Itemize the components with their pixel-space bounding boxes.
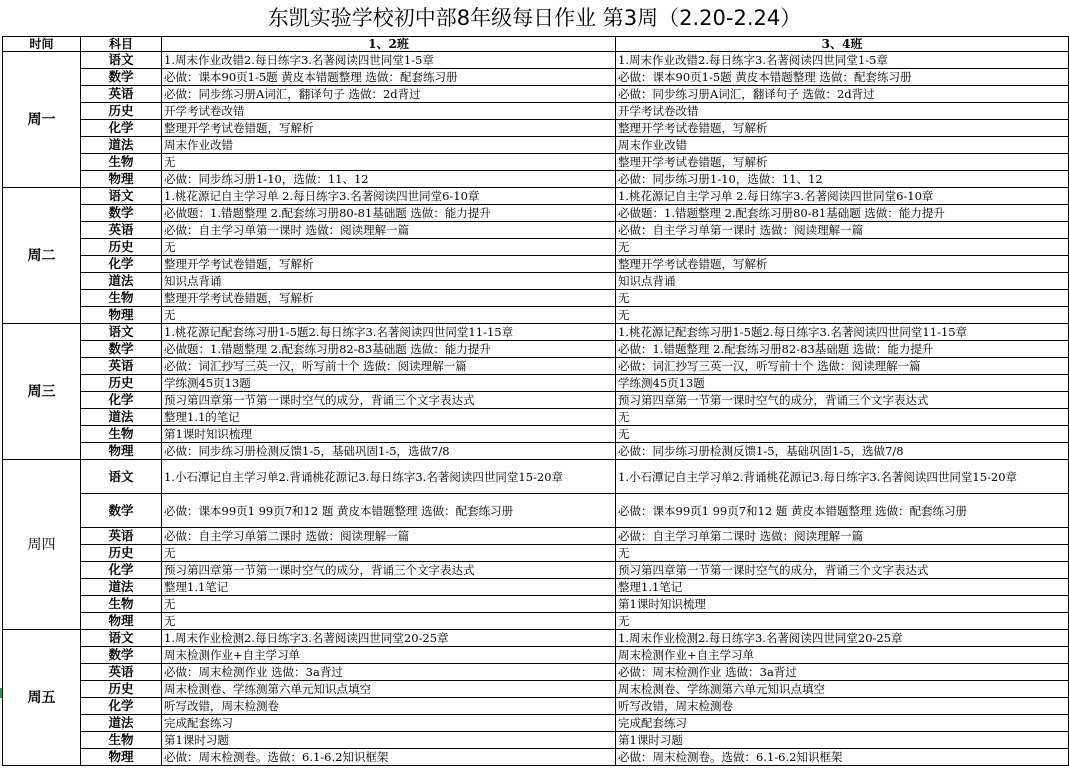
homework-cell-class-1-2: 必做：周末检测卷。选做：6.1-6.2知识框架 bbox=[162, 749, 616, 766]
homework-cell-class-1-2: 预习第四章第一节第一课时空气的成分，背诵三个文字表达式 bbox=[162, 392, 616, 409]
homework-cell-class-3-4: 1.桃花源记配套练习册1-5题2.每日练字3.名著阅读四世同堂11-15章 bbox=[616, 324, 1069, 341]
homework-cell-class-3-4: 必做：课本90页1-5题 黄皮本错题整理 选做：配套练习册 bbox=[616, 69, 1069, 86]
homework-cell-class-1-2: 无 bbox=[162, 154, 616, 171]
subject-cell: 化学 bbox=[81, 392, 162, 409]
homework-cell-class-3-4: 完成配套练习 bbox=[616, 715, 1069, 732]
header-subject: 科目 bbox=[81, 37, 162, 52]
homework-cell-class-3-4: 必做：周末检测作业 选做：3a背过 bbox=[616, 664, 1069, 681]
subject-cell: 英语 bbox=[81, 528, 162, 545]
homework-cell-class-3-4: 1.小石潭记自主学习单2.背诵桃花源记3.每日练字3.名著阅读四世同堂15-20章 bbox=[616, 460, 1069, 494]
table-row bbox=[3, 647, 1069, 664]
homework-cell-class-3-4: 必做：自主学习单第二课时 选做：阅读理解一篇 bbox=[616, 528, 1069, 545]
homework-cell-class-1-2: 必做：自主学习单第一课时 选做：阅读理解一篇 bbox=[162, 222, 616, 239]
homework-cell-class-3-4: 开学考试卷改错 bbox=[616, 103, 1069, 120]
table-row bbox=[3, 69, 1069, 86]
subject-cell: 语文 bbox=[81, 324, 162, 341]
subject-cell: 化学 bbox=[81, 256, 162, 273]
subject-cell: 数学 bbox=[81, 494, 162, 528]
subject-cell: 物理 bbox=[81, 171, 162, 188]
table-row bbox=[3, 392, 1069, 409]
subject-cell: 语文 bbox=[81, 188, 162, 205]
subject-cell: 英语 bbox=[81, 664, 162, 681]
homework-cell-class-3-4: 无 bbox=[616, 613, 1069, 630]
homework-table bbox=[2, 36, 1069, 766]
subject-cell: 历史 bbox=[81, 239, 162, 256]
homework-cell-class-1-2: 必做：同步练习册检测反馈1-5，基础巩固1-5，选做7/8 bbox=[162, 443, 616, 460]
homework-cell-class-1-2: 无 bbox=[162, 596, 616, 613]
homework-cell-class-1-2: 必做：自主学习单第二课时 选做：阅读理解一篇 bbox=[162, 528, 616, 545]
subject-cell: 英语 bbox=[81, 86, 162, 103]
homework-cell-class-3-4: 1.桃花源记自主学习单 2.每日练字3.名著阅读四世同堂6-10章 bbox=[616, 188, 1069, 205]
subject-cell: 道法 bbox=[81, 273, 162, 290]
table-row bbox=[3, 86, 1069, 103]
table-row bbox=[3, 324, 1069, 341]
table-row bbox=[3, 749, 1069, 766]
header-class-3-4: 3、4班 bbox=[616, 37, 1069, 52]
subject-cell: 数学 bbox=[81, 69, 162, 86]
subject-cell: 物理 bbox=[81, 749, 162, 766]
homework-cell-class-3-4: 第1课时习题 bbox=[616, 732, 1069, 749]
table-row bbox=[3, 715, 1069, 732]
day-cell: 周四 bbox=[3, 460, 81, 630]
homework-cell-class-3-4: 必做：词汇抄写三英一汉，听写前十个 选做：阅读理解一篇 bbox=[616, 358, 1069, 375]
homework-cell-class-1-2: 整理开学考试卷错题，写解析 bbox=[162, 290, 616, 307]
header-time: 时间 bbox=[3, 37, 81, 52]
subject-cell: 语文 bbox=[81, 460, 162, 494]
homework-cell-class-3-4: 周末作业改错 bbox=[616, 137, 1069, 154]
homework-cell-class-3-4: 1.周末作业改错2.每日练字3.名著阅读四世同堂1-5章 bbox=[616, 52, 1069, 69]
homework-cell-class-3-4: 听写改错，周末检测卷 bbox=[616, 698, 1069, 715]
homework-cell-class-3-4: 必做：同步练习册检测反馈1-5，基础巩固1-5，选做7/8 bbox=[616, 443, 1069, 460]
table-row bbox=[3, 137, 1069, 154]
homework-cell-class-1-2: 整理开学考试卷错题，写解析 bbox=[162, 120, 616, 137]
subject-cell: 生物 bbox=[81, 596, 162, 613]
homework-cell-class-1-2: 预习第四章第一节第一课时空气的成分，背诵三个文字表达式 bbox=[162, 562, 616, 579]
homework-cell-class-1-2: 必做：课本90页1-5题 黄皮本错题整理 选做：配套练习册 bbox=[162, 69, 616, 86]
table-row bbox=[3, 154, 1069, 171]
subject-cell: 语文 bbox=[81, 52, 162, 69]
homework-cell-class-3-4: 无 bbox=[616, 409, 1069, 426]
subject-cell: 化学 bbox=[81, 120, 162, 137]
table-row bbox=[3, 681, 1069, 698]
table-row bbox=[3, 732, 1069, 749]
homework-cell-class-1-2: 开学考试卷改错 bbox=[162, 103, 616, 120]
table-row bbox=[3, 52, 1069, 69]
subject-cell: 英语 bbox=[81, 222, 162, 239]
subject-cell: 历史 bbox=[81, 681, 162, 698]
homework-cell-class-1-2: 知识点背诵 bbox=[162, 273, 616, 290]
homework-cell-class-3-4: 第1课时知识梳理 bbox=[616, 596, 1069, 613]
homework-cell-class-1-2: 无 bbox=[162, 613, 616, 630]
day-cell: 周二 bbox=[3, 188, 81, 324]
table-row bbox=[3, 613, 1069, 630]
homework-cell-class-3-4: 无 bbox=[616, 307, 1069, 324]
subject-cell: 物理 bbox=[81, 443, 162, 460]
homework-cell-class-3-4: 整理开学考试卷错题，写解析 bbox=[616, 154, 1069, 171]
sheet-title: 东凯实验学校初中部8年级每日作业 第3周（2.20-2.24） bbox=[267, 6, 802, 30]
homework-cell-class-3-4: 必做：同步练习册1-10，选做：11、12 bbox=[616, 171, 1069, 188]
homework-cell-class-3-4: 必做：课本99页1 99页7和12 题 黄皮本错题整理 选做：配套练习册 bbox=[616, 494, 1069, 528]
homework-cell-class-3-4: 无 bbox=[616, 426, 1069, 443]
subject-cell: 物理 bbox=[81, 307, 162, 324]
table-row bbox=[3, 698, 1069, 715]
day-cell: 周五 bbox=[3, 630, 81, 766]
table-row bbox=[3, 273, 1069, 290]
homework-cell-class-1-2: 第1课时知识梳理 bbox=[162, 426, 616, 443]
header-class-1-2: 1、2班 bbox=[162, 37, 616, 52]
table-row bbox=[3, 426, 1069, 443]
table-row bbox=[3, 103, 1069, 120]
homework-cell-class-1-2: 必做：同步练习册1-10，选做：11、12 bbox=[162, 171, 616, 188]
subject-cell: 道法 bbox=[81, 715, 162, 732]
homework-cell-class-1-2: 1.桃花源记自主学习单 2.每日练字3.名著阅读四世同堂6-10章 bbox=[162, 188, 616, 205]
table-row bbox=[3, 664, 1069, 681]
subject-cell: 化学 bbox=[81, 562, 162, 579]
table-row bbox=[3, 596, 1069, 613]
selection-edge-marker bbox=[0, 688, 2, 698]
subject-cell: 生物 bbox=[81, 426, 162, 443]
subject-cell: 物理 bbox=[81, 613, 162, 630]
homework-cell-class-1-2: 必做：同步练习册A词汇，翻译句子 选做：2d背过 bbox=[162, 86, 616, 103]
subject-cell: 语文 bbox=[81, 630, 162, 647]
subject-cell: 生物 bbox=[81, 154, 162, 171]
homework-cell-class-1-2: 周末检测作业+自主学习单 bbox=[162, 647, 616, 664]
table-row bbox=[3, 256, 1069, 273]
homework-cell-class-1-2: 1.周末作业改错2.每日练字3.名著阅读四世同堂1-5章 bbox=[162, 52, 616, 69]
subject-cell: 数学 bbox=[81, 647, 162, 664]
subject-cell: 数学 bbox=[81, 341, 162, 358]
table-row bbox=[3, 494, 1069, 528]
homework-cell-class-1-2: 整理1.1的笔记 bbox=[162, 409, 616, 426]
homework-cell-class-3-4: 周末检测作业+自主学习单 bbox=[616, 647, 1069, 664]
homework-cell-class-3-4: 无 bbox=[616, 239, 1069, 256]
homework-cell-class-1-2: 周末检测卷、学练测第六单元知识点填空 bbox=[162, 681, 616, 698]
homework-cell-class-3-4: 整理开学考试卷错题，写解析 bbox=[616, 256, 1069, 273]
day-cell: 周一 bbox=[3, 52, 81, 188]
homework-cell-class-3-4: 必做：1.错题整理 2.配套练习册82-83基础题 选做：能力提升 bbox=[616, 341, 1069, 358]
homework-cell-class-1-2: 无 bbox=[162, 239, 616, 256]
homework-cell-class-3-4: 整理开学考试卷错题，写解析 bbox=[616, 120, 1069, 137]
homework-cell-class-1-2: 必做题：1.错题整理 2.配套练习册82-83基础题 选做：能力提升 bbox=[162, 341, 616, 358]
homework-cell-class-1-2: 必做题：1.错题整理 2.配套练习册80-81基础题 选做：能力提升 bbox=[162, 205, 616, 222]
table-row bbox=[3, 528, 1069, 545]
homework-cell-class-1-2: 无 bbox=[162, 307, 616, 324]
table-row bbox=[3, 443, 1069, 460]
homework-cell-class-1-2: 整理开学考试卷错题，写解析 bbox=[162, 256, 616, 273]
table-row bbox=[3, 341, 1069, 358]
homework-cell-class-1-2: 学练测45页13题 bbox=[162, 375, 616, 392]
homework-cell-class-1-2: 必做：词汇抄写三英一汉，听写前十个 选做：阅读理解一篇 bbox=[162, 358, 616, 375]
homework-cell-class-1-2: 无 bbox=[162, 545, 616, 562]
homework-cell-class-3-4: 学练测45页13题 bbox=[616, 375, 1069, 392]
subject-cell: 生物 bbox=[81, 290, 162, 307]
table-row bbox=[3, 188, 1069, 205]
homework-cell-class-3-4: 无 bbox=[616, 290, 1069, 307]
table-row bbox=[3, 290, 1069, 307]
homework-cell-class-3-4: 无 bbox=[616, 545, 1069, 562]
subject-cell: 生物 bbox=[81, 732, 162, 749]
subject-cell: 道法 bbox=[81, 579, 162, 596]
homework-cell-class-1-2: 1.桃花源记配套练习册1-5题2.每日练字3.名著阅读四世同堂11-15章 bbox=[162, 324, 616, 341]
homework-cell-class-1-2: 第1课时习题 bbox=[162, 732, 616, 749]
table-row bbox=[3, 307, 1069, 324]
homework-cell-class-1-2: 1.周末作业检测2.每日练字3.名著阅读四世同堂20-25章 bbox=[162, 630, 616, 647]
table-row bbox=[3, 239, 1069, 256]
homework-cell-class-3-4: 知识点背诵 bbox=[616, 273, 1069, 290]
homework-cell-class-3-4: 预习第四章第一节第一课时空气的成分，背诵三个文字表达式 bbox=[616, 562, 1069, 579]
homework-cell-class-1-2: 完成配套练习 bbox=[162, 715, 616, 732]
table-row bbox=[3, 545, 1069, 562]
homework-cell-class-1-2: 1.小石潭记自主学习单2.背诵桃花源记3.每日练字3.名著阅读四世同堂15-20章 bbox=[162, 460, 616, 494]
homework-cell-class-3-4: 预习第四章第一节第一课时空气的成分，背诵三个文字表达式 bbox=[616, 392, 1069, 409]
subject-cell: 英语 bbox=[81, 358, 162, 375]
subject-cell: 历史 bbox=[81, 103, 162, 120]
subject-cell: 道法 bbox=[81, 137, 162, 154]
homework-cell-class-1-2: 周末作业改错 bbox=[162, 137, 616, 154]
subject-cell: 数学 bbox=[81, 205, 162, 222]
table-row bbox=[3, 460, 1069, 494]
homework-cell-class-3-4: 必做：周末检测卷。选做：6.1-6.2知识框架 bbox=[616, 749, 1069, 766]
subject-cell: 化学 bbox=[81, 698, 162, 715]
homework-cell-class-3-4: 必做：自主学习单第一课时 选做：阅读理解一篇 bbox=[616, 222, 1069, 239]
day-cell: 周三 bbox=[3, 324, 81, 460]
homework-cell-class-1-2: 必做：课本99页1 99页7和12 题 黄皮本错题整理 选做：配套练习册 bbox=[162, 494, 616, 528]
homework-cell-class-1-2: 必做：周末检测作业 选做：3a背过 bbox=[162, 664, 616, 681]
homework-cell-class-1-2: 听写改错，周末检测卷 bbox=[162, 698, 616, 715]
homework-cell-class-3-4: 必做：同步练习册A词汇，翻译句子 选做：2d背过 bbox=[616, 86, 1069, 103]
table-row bbox=[3, 222, 1069, 239]
table-row bbox=[3, 358, 1069, 375]
subject-cell: 历史 bbox=[81, 545, 162, 562]
table-row bbox=[3, 171, 1069, 188]
homework-cell-class-3-4: 1.周末作业检测2.每日练字3.名著阅读四世同堂20-25章 bbox=[616, 630, 1069, 647]
homework-cell-class-3-4: 必做题：1.错题整理 2.配套练习册80-81基础题 选做：能力提升 bbox=[616, 205, 1069, 222]
homework-cell-class-3-4: 周末检测卷、学练测第六单元知识点填空 bbox=[616, 681, 1069, 698]
table-row bbox=[3, 375, 1069, 392]
table-row bbox=[3, 409, 1069, 426]
table-row bbox=[3, 562, 1069, 579]
subject-cell: 历史 bbox=[81, 375, 162, 392]
table-row bbox=[3, 205, 1069, 222]
subject-cell: 道法 bbox=[81, 409, 162, 426]
table-row bbox=[3, 579, 1069, 596]
table-row bbox=[3, 630, 1069, 647]
homework-cell-class-3-4: 整理1.1笔记 bbox=[616, 579, 1069, 596]
homework-cell-class-1-2: 整理1.1笔记 bbox=[162, 579, 616, 596]
table-row bbox=[3, 120, 1069, 137]
header-row bbox=[3, 37, 1069, 52]
